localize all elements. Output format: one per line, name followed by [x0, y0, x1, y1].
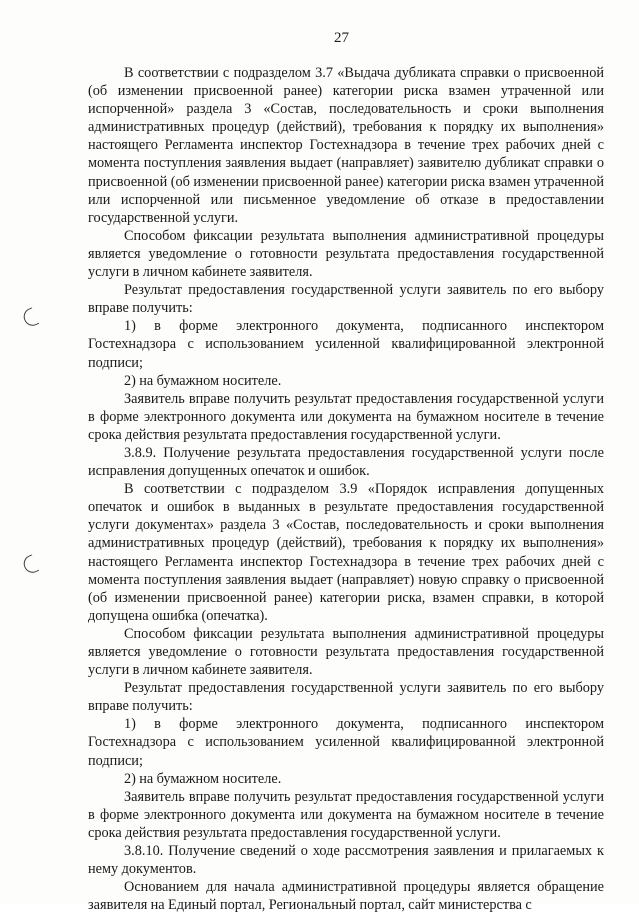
page-number: 27 — [334, 30, 349, 46]
paragraph-result-choice: Результат предоставления государственной услуги заявитель по его выбору вправе получить: — [88, 680, 604, 715]
paragraph-option-electronic: 1) в форме электронного документа, подписанного инспектором Гостехнадзора с использованием усиленной квалифицированной электронной подписи; — [88, 716, 604, 769]
punch-hole-mark — [21, 307, 39, 328]
paragraph-section-3-8-10: 3.8.10. Получение сведений о ходе рассмотрения заявления и прилагаемых к нему документов. — [88, 843, 604, 878]
document-body — [88, 64, 604, 914]
paragraph-result-choice: Результат предоставления государственной услуги заявитель по его выбору вправе получить: — [88, 282, 604, 317]
paragraph-section-3-8-9: 3.8.9. Получение результата предоставления государственной услуги после исправления допущенных опечаток и ошибок. — [88, 444, 604, 480]
paragraph-correction-issuance: В соответствии с подразделом 3.9 «Порядок исправления допущенных опечаток и ошибок в выданных в результате предоставления государственной услуги документах» раздела 3 «Состав, последовательность и сроки выполнения административных процедур (действий), требования к порядку их выполнения» настоящего Регламента инспектор Гостехнадзора в течение трех рабочих дней с момента поступления заявления выдает (направляет) новую справку о присвоенной (об изменении присвоенной ранее) категории риска, взамен справки, в которой допущена ошибка (опечатка). — [88, 481, 604, 624]
paragraph-fixation-method: Способом фиксации результата выполнения административной процедуры является уведомление о готовности результата предоставления государственной услуги в личном кабинете заявителя. — [88, 227, 604, 281]
paragraph-option-paper: 2) на бумажном носителе. — [124, 372, 282, 389]
paragraph-fixation-method: Способом фиксации результата выполнения административной процедуры является уведомление о готовности результата предоставления государственной услуги в личном кабинете заявителя. — [88, 625, 604, 679]
paragraph-result-validity: Заявитель вправе получить результат предоставления государственной услуги в форме электронного документа или документа на бумажном носителе в течение срока действия результата предоставления государственной услуги. — [88, 788, 604, 841]
paragraph-option-paper: 2) на бумажном носителе. — [124, 770, 282, 787]
paragraph-option-electronic: 1) в форме электронного документа, подписанного инспектором Гостехнадзора с использованием усиленной квалифицированной электронной подписи; — [88, 318, 604, 371]
paragraph-result-validity: Заявитель вправе получить результат предоставления государственной услуги в форме электронного документа или документа на бумажном носителе в течение срока действия результата предоставления государственной услуги. — [88, 390, 604, 443]
paragraph-dubliсate-issuance: В соответствии с подразделом 3.7 «Выдача дубликата справки о присвоенной (об изменении присвоенной ранее) категории риска взамен утраченной или испорченной» раздела 3 «Состав, последовательность и сроки выполнения административных процедур (действий), требования к порядку их выполнения» настоящего Регламента инспектор Гостехнадзора в течение трех рабочих дней с момента поступления заявления выдает (направляет) заявителю дубликат справки о присвоенной (об изменении присвоенной ранее) категории риска взамен утраченной или испорченной или письменное уведомление об отказе в предоставлении государственной услуги. — [88, 65, 604, 226]
punch-hole-mark — [21, 554, 39, 575]
paragraph-procedure-basis: Основанием для начала административной процедуры является обращение заявителя на Единый портал, Региональный портал, сайт министерства с — [88, 879, 604, 914]
